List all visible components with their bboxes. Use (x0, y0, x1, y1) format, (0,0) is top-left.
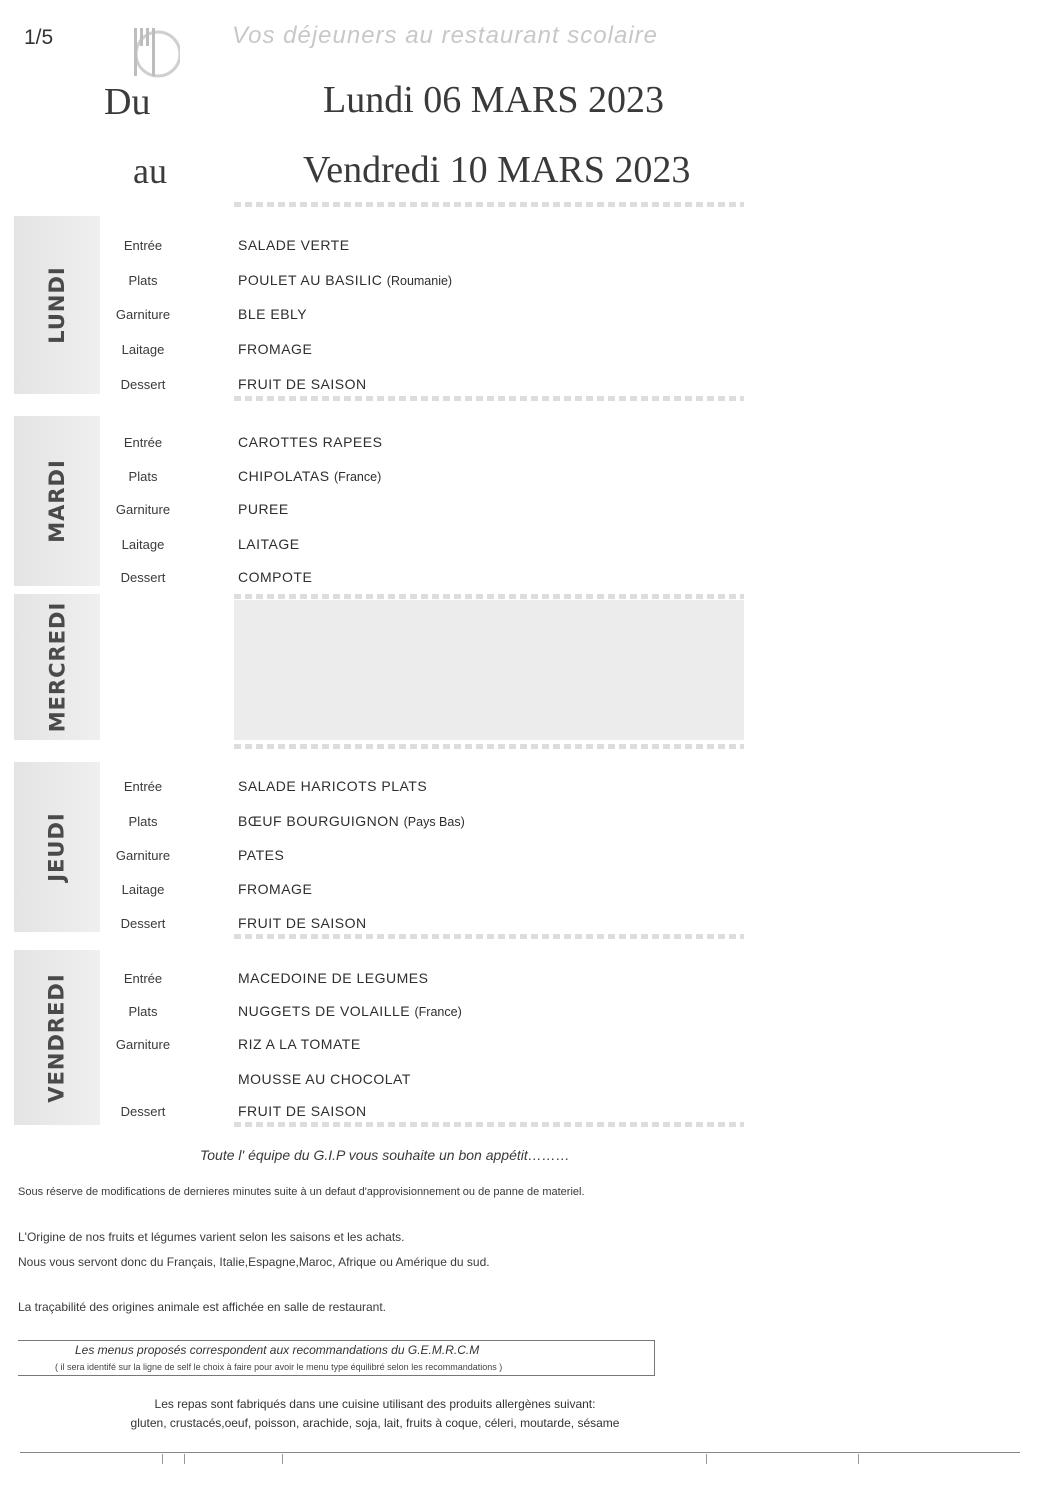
du-label: Du (104, 81, 151, 123)
day-label-mercredi: MERCREDI (45, 601, 69, 733)
course-label: Dessert (120, 1104, 166, 1119)
tick-mark (184, 1454, 185, 1464)
day-label-jeudi: JEUDI (45, 812, 69, 882)
traceability-note: La traçabilité des origines animale est affichée en salle de restaurant. (18, 1300, 386, 1314)
separator (234, 594, 744, 599)
separator (234, 1122, 744, 1127)
origin-note: L'Origine de nos fruits et légumes varient selon les saisons et les achats. (18, 1230, 405, 1244)
dish: FRUIT DE SAISON (238, 1103, 367, 1119)
course-label: Dessert (120, 916, 166, 931)
allergen-list: gluten, crustacés,oeuf, poisson, arachide, soja, lait, fruits à coque, céleri, moutarde, sésame (130, 1416, 620, 1430)
au-label: au (133, 151, 167, 191)
course-label: Entrée (123, 779, 163, 794)
allergen-intro: Les repas sont fabriqués dans une cuisine utilisant des produits allergènes suivant: (154, 1397, 596, 1411)
header-title: Vos déjeuners au restaurant scolaire (232, 22, 658, 49)
course-label: Garniture (115, 307, 171, 322)
weekly-menu (0, 200, 760, 1140)
separator (234, 744, 744, 749)
separator (234, 396, 744, 401)
day-label-vendredi: VENDREDI (45, 972, 69, 1103)
tick-mark (162, 1454, 163, 1464)
recommendation-subtext: ( il sera identifé sur la ligne de self le choix à faire pour avoir le menu type équilibré selon les recommandations ) (55, 1362, 503, 1372)
course-label: Garniture (115, 848, 171, 863)
dish: BLE EBLY (238, 306, 308, 322)
day-label-lundi: LUNDI (44, 266, 69, 344)
dish: BŒUF BOURGUIGNON (Pays Bas) (238, 813, 465, 829)
course-label: Dessert (120, 570, 166, 585)
dish: CHIPOLATAS (France) (238, 468, 382, 484)
separator (234, 202, 744, 207)
bottom-rule (20, 1452, 1020, 1453)
bon-appetit-message: Toute l' équipe du G.I.P vous souhaite un bon appétit……… (200, 1147, 570, 1163)
course-label: Laitage (121, 537, 165, 552)
page-number: 1/5 (24, 26, 54, 49)
separator (234, 934, 744, 939)
origin-countries-note: Nous vous servont donc du Français, Italie,Espagne,Maroc, Afrique ou Amérique du sud. (18, 1255, 490, 1269)
dish: NUGGETS DE VOLAILLE (France) (238, 1003, 462, 1019)
day-label-mardi: MARDI (44, 459, 69, 543)
course-label: Garniture (115, 1037, 171, 1052)
reserve-note: Sous réserve de modifications de dernieres minutes suite à un defaut d'approvisionnement ou de panne de materiel. (18, 1186, 585, 1198)
dish: FRUIT DE SAISON (238, 915, 367, 931)
dish: POULET AU BASILIC (Roumanie) (238, 272, 453, 288)
date-end: Vendredi 10 MARS 2023 (303, 149, 691, 191)
dish: MACEDOINE DE LEGUMES (238, 970, 429, 986)
course-label: Plats (128, 814, 158, 829)
dish: PUREE (238, 501, 289, 517)
course-label: Plats (128, 273, 158, 288)
course-label: Laitage (121, 342, 165, 357)
cutlery-plate-icon (128, 24, 180, 82)
tick-mark (706, 1454, 707, 1464)
dish: CAROTTES RAPEES (238, 434, 383, 450)
course-label: Dessert (120, 377, 166, 392)
dish: FROMAGE (238, 881, 313, 897)
course-label: Entrée (123, 971, 163, 986)
dish: FROMAGE (238, 341, 313, 357)
dish: LAITAGE (238, 536, 300, 552)
no-service-block (234, 600, 744, 740)
course-label: Plats (128, 469, 158, 484)
tick-mark (282, 1454, 283, 1464)
course-label: Laitage (121, 882, 165, 897)
dish: SALADE HARICOTS PLATS (238, 778, 428, 794)
dish: SALADE VERTE (238, 237, 350, 253)
dish: MOUSSE AU CHOCOLAT (238, 1071, 411, 1087)
dish: RIZ A LA TOMATE (238, 1036, 361, 1052)
dish: PATES (238, 847, 285, 863)
course-label: Entrée (123, 435, 163, 450)
dish: COMPOTE (238, 569, 313, 585)
dish: FRUIT DE SAISON (238, 376, 367, 392)
course-label: Entrée (123, 238, 163, 253)
recommendation-text: Les menus proposés correspondent aux recommandations du G.E.M.R.C.M (75, 1343, 480, 1357)
course-label: Garniture (115, 502, 171, 517)
course-label: Plats (128, 1004, 158, 1019)
date-start: Lundi 06 MARS 2023 (323, 79, 664, 121)
tick-mark (858, 1454, 859, 1464)
